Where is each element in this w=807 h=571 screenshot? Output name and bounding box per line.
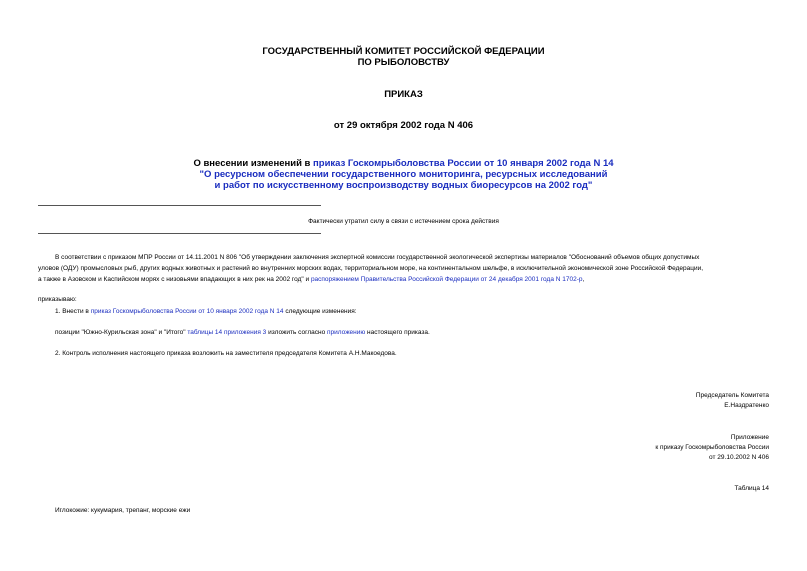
divider-top [38, 205, 321, 206]
signatory-name: Е.Наздратенко [724, 402, 769, 409]
item-2: 2. Контроль исполнения настоящего приказа возложить на заместителя председателя Комитета А.Н.Макоедова. [55, 350, 397, 357]
item-1-text: 1. Внести в [55, 308, 91, 315]
divider-bottom [38, 233, 321, 234]
org-name-line2: ПО РЫБОЛОВСТВУ [357, 57, 450, 68]
positions-text-1: позиции "Южно-Курильская зона" и "Итого" [55, 329, 188, 336]
item-1 [55, 307, 357, 316]
government-order-link[interactable]: распоряжением Правительства Российской Федерации от 24 декабря 2001 года N 1702-р [310, 276, 583, 283]
appendix-line2: к приказу Госкомрыболовства России [655, 444, 769, 451]
table-14-appendix-3-link[interactable]: таблицы 14 приложения 3 [187, 329, 267, 336]
status-note: Фактически утратил силу в связи с истечением срока действия [308, 218, 499, 225]
preamble-line1: В соответствии с приказом МПР России от 14.11.2001 N 806 "Об утверждении заключения экспертной комиссии государственной экологической экспертизы материалов "Обоснований объемов общих допустимых [55, 254, 700, 261]
document-title-line2[interactable]: "О ресурсном обеспечении государственного мониторинга, ресурсных исследований [199, 169, 608, 180]
appendix-line1: Приложение [730, 434, 769, 441]
document-type: ПРИКАЗ [384, 89, 423, 100]
item-1-end: следующие изменения: [283, 308, 357, 315]
document-title-line3[interactable]: и работ по искусственному воспроизводству водных биоресурсов на 2002 год" [214, 180, 593, 191]
species-note: Иглокожие: кукумария, трепанг, морские ежи [55, 507, 191, 514]
title-order-link[interactable]: приказ Госкомрыболовства России от 10 января 2002 года N 14 [313, 158, 614, 169]
positions-paragraph [55, 328, 430, 337]
appendix-link[interactable]: приложению [327, 329, 366, 336]
document-title-line1 [0, 158, 807, 169]
org-name-line1: ГОСУДАРСТВЕННЫЙ КОМИТЕТ РОССИЙСКОЙ ФЕДЕРАЦИИ [262, 46, 545, 57]
item-1-order-link[interactable]: приказ Госкомрыболовства России от 10 января 2002 года N 14 [90, 308, 284, 315]
orders-label: приказываю: [38, 296, 77, 303]
preamble-line3 [38, 275, 778, 284]
preamble-line3-text: а также в Азовском и Каспийском морях с низовьями впадающих в них рек на 2002 год" и [38, 276, 311, 283]
positions-text-2: изложить согласно [266, 329, 328, 336]
preamble-line3-end: , [582, 276, 585, 283]
appendix-line3: от 29.10.2002 N 406 [709, 454, 769, 461]
preamble-line2: уловов (ОДУ) промысловых рыб, других водных животных и растений во внутренних морских водах, территориальном море, на континентальном шельфе, в исключительной экономической зоне Российской Федерации, [38, 265, 704, 272]
title-prefix: О внесении изменений в [193, 158, 314, 169]
signatory-position: Председатель Комитета [695, 392, 769, 399]
table-label: Таблица 14 [734, 485, 769, 492]
positions-text-3: настоящего приказа. [365, 329, 430, 336]
document-date: от 29 октября 2002 года N 406 [333, 120, 474, 131]
